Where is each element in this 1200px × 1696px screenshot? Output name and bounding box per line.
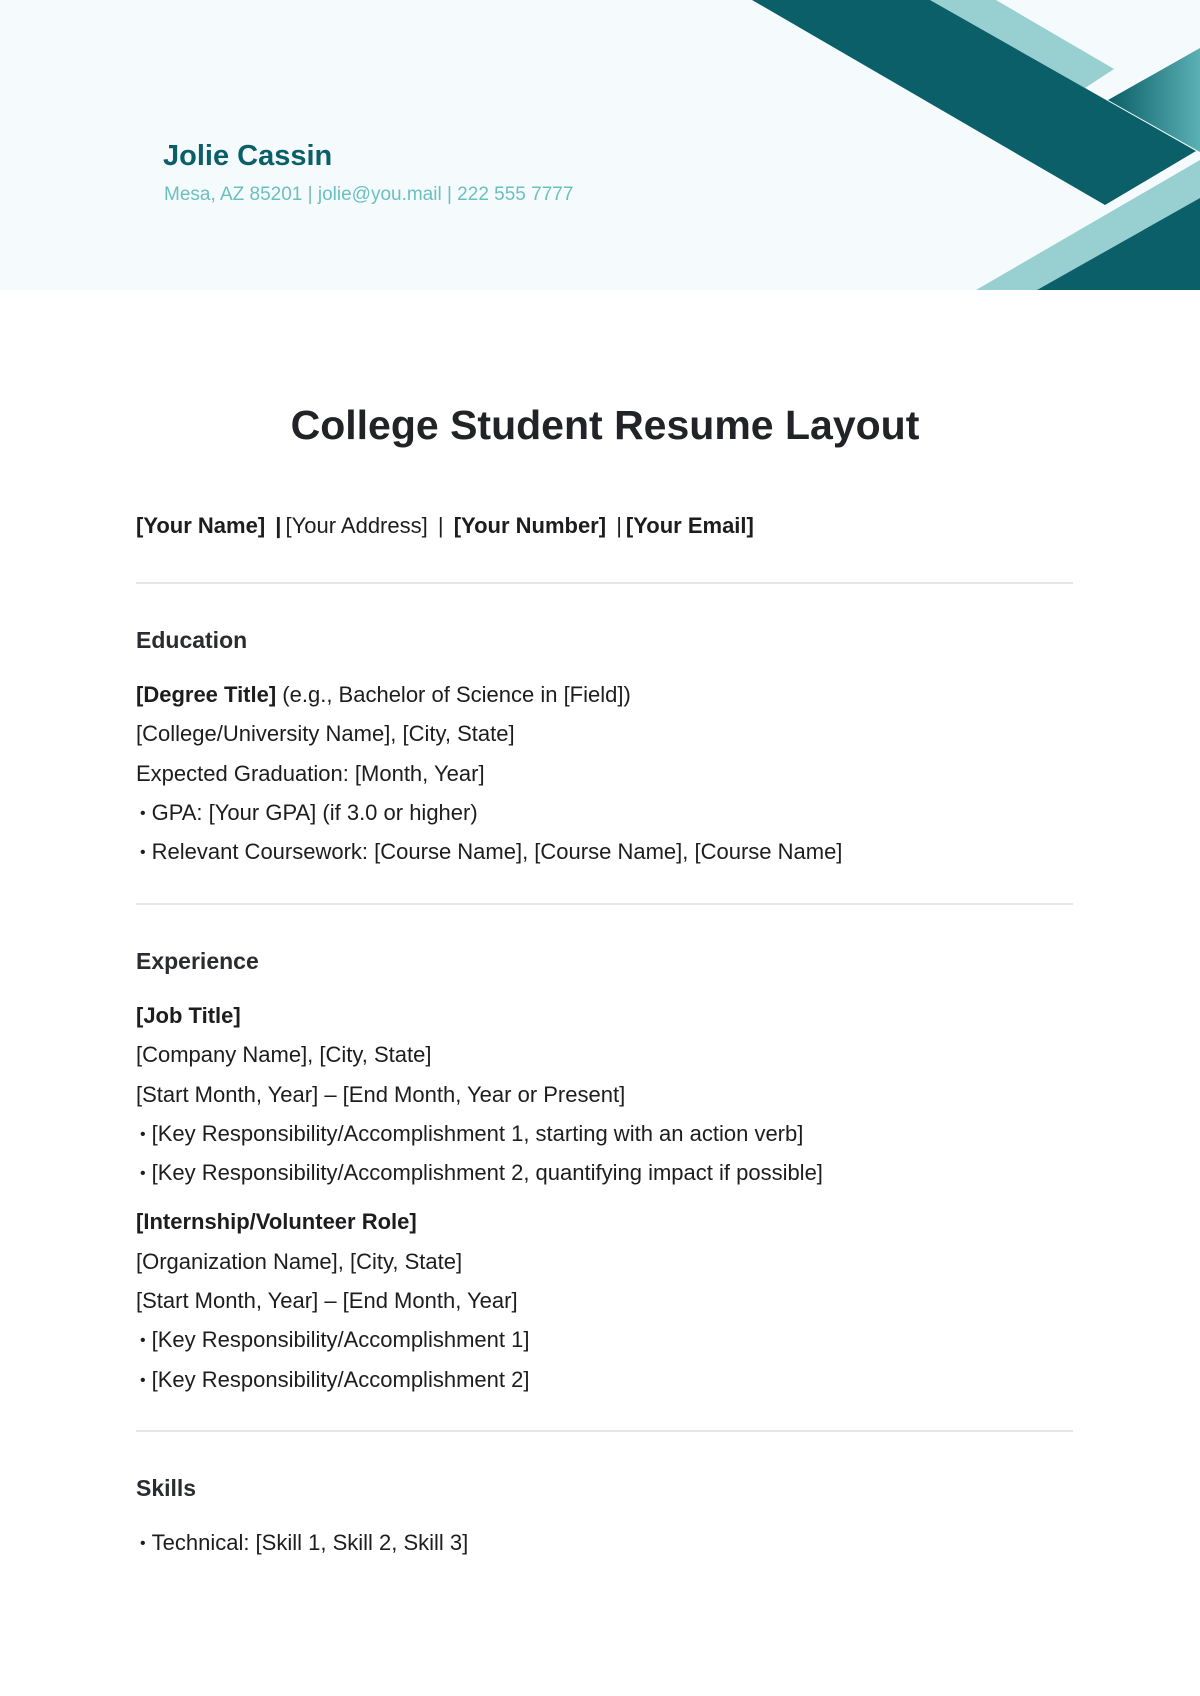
separator: | (437, 513, 444, 538)
job-org: [Company Name], [City, State] (136, 1042, 432, 1068)
header-name: Jolie Cassin (163, 140, 333, 172)
job-dates: [Start Month, Year] – [End Month, Year or Present] (136, 1081, 626, 1107)
divider (136, 582, 1073, 584)
your-address: [Your Address] (285, 513, 428, 538)
job-entry (136, 996, 1073, 1192)
job-title: [Job Title] (136, 1003, 241, 1028)
separator: | (616, 513, 622, 538)
section-heading: Experience (136, 948, 259, 974)
your-email: [Your Email] (625, 513, 754, 538)
degree-title: [Degree Title] (136, 682, 277, 707)
graduation-line: Expected Graduation: [Month, Year] (136, 760, 485, 786)
degree-example: (e.g., Bachelor of Science in [Field]) (276, 682, 631, 707)
school-line: [College/University Name], [City, State] (136, 721, 515, 747)
list-item: • Technical: [Skill 1, Skill 2, Skill 3] (136, 1523, 1073, 1562)
header-contact: Mesa, AZ 85201 | jolie@you.mail | 222 555 7777 (164, 184, 574, 205)
list-item: • [Key Responsibility/Accomplishment 2, quantifying impact if possible] (136, 1153, 1073, 1192)
job-entry (136, 1202, 1073, 1398)
section-heading: Skills (136, 1475, 197, 1501)
divider (136, 903, 1073, 905)
list-item: • Relevant Coursework: [Course Name], [Course Name], [Course Name] (136, 832, 1073, 871)
contact-line (136, 513, 754, 539)
separator: | (275, 513, 282, 538)
experience-section (136, 946, 1073, 1399)
degree-line (136, 675, 1073, 714)
job-title: [Internship/Volunteer Role] (136, 1209, 417, 1235)
list-item: • [Key Responsibility/Accomplishment 2] (136, 1360, 1073, 1399)
job-dates: [Start Month, Year] – [End Month, Year] (136, 1288, 518, 1314)
section-heading: Education (136, 627, 248, 653)
divider (136, 1430, 1073, 1432)
list-item: • [Key Responsibility/Accomplishment 1] (136, 1320, 1073, 1359)
list-item: • GPA: [Your GPA] (if 3.0 or higher) (136, 793, 1073, 832)
education-section (136, 625, 1073, 871)
page-title: College Student Resume Layout (290, 402, 920, 448)
header-banner (0, 0, 1200, 290)
job-org: [Organization Name], [City, State] (136, 1248, 463, 1274)
your-name: [Your Name] (136, 513, 266, 538)
your-number: [Your Number] (453, 513, 607, 538)
list-item: • [Key Responsibility/Accomplishment 1, starting with an action verb] (136, 1114, 1073, 1153)
skills-section (136, 1473, 1073, 1562)
